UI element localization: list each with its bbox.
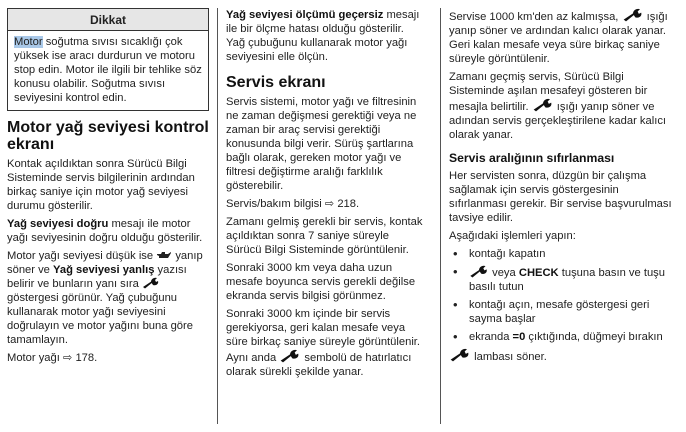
column-1 (7, 8, 209, 369)
oil-can-icon (156, 251, 172, 260)
highlighted-word[interactable]: Motor (14, 36, 43, 48)
list-item: • kontağı açın, mesafe göstergesi geri sayma başlar (449, 298, 679, 326)
list-item: • veya CHECK tuşuna basın ve tuşu basılı tutun (449, 265, 679, 294)
warning-box (7, 8, 209, 111)
list-item: • ekranda =0 çıktığında, düğmeyi bırakın (449, 330, 679, 344)
paragraph: Her servisten sonra, düzgün bir çalışma sağlamak için servis göstergesinin sıfırlanması gerekir. Bir servise başvurulması tavsiye edilir. (449, 170, 672, 224)
cross-reference[interactable]: Motor yağı ⇨ 178. (7, 352, 98, 364)
reset-heading: Servis aralığının sıfırlanması (449, 151, 615, 165)
wrench-icon (142, 277, 160, 289)
wrench-icon (532, 98, 554, 112)
paragraph: Aşağıdaki işlemleri yapın: (449, 230, 576, 242)
paragraph: Servise 1000 km'den az kalmışsa, ışığı yanıp söner ve ardından kalıcı olarak yanar. Geri kalan mesafe veya süre birkaç saniye süreyle görüntülenir. (449, 8, 679, 66)
wrench-icon (469, 265, 489, 278)
paragraph: lambası söner. (449, 348, 679, 364)
column-2 (226, 8, 424, 383)
paragraph: Zamanı gelmiş gerekli bir servis, kontak açıldıktan sonra 7 saniye süreyle Sürücü Bilgi Sisteminde görüntülenir. (226, 216, 423, 256)
paragraph: Zamanı geçmiş servis, Sürücü Bilgi Sisteminde aşılan mesafeyi gösteren bir mesajla belirtilir. ışığı yanıp söner ve adından servis gerçekleştirilene kadar kalıcı olarak yanar. (449, 71, 667, 141)
cross-reference[interactable]: Servis/bakım bilgisi ⇨ 218. (226, 198, 360, 210)
oil-level-heading: Motor yağ seviyesi kontrol ekranı (7, 119, 209, 153)
column-divider (217, 8, 218, 424)
paragraph: Sonraki 3000 km veya daha uzun mesafe boyunca servis gerekli değilse ekranda servis bilgisi görünmez. (226, 262, 416, 302)
column-divider (440, 8, 441, 424)
column-3 (449, 8, 679, 368)
paragraph: Kontak açıldıktan sonra Sürücü Bilgi Sisteminde servis bilgilerinin ardından birkaç saniye için motor yağ seviyesi durumu gösterilir. (7, 158, 195, 212)
steps-list (449, 247, 679, 344)
paragraph: Yağ seviyesi ölçümü geçersiz mesajı ile bir ölçme hatası olduğu gösterilir. Yağ çubuğunu kullanarak motor yağı seviyesini elle ölçün. (226, 9, 420, 63)
wrench-icon (279, 349, 301, 363)
list-item: • kontağı kapatın (449, 247, 679, 261)
warning-text: Motor soğutma sıvısı sıcaklığı çok yüksek ise aracı durdurun ve motoru stop edin. Motor ile ilgili bir tehlike söz konusu olabilir. Soğutma sıvısı seviyesini kontrol edin. (14, 36, 202, 104)
paragraph: Servis sistemi, motor yağı ve filtresinin ne zaman değişmesi gerektiği veya ne zaman bir araç servisi gerektiği konusunda bilgi verir. Sürüş şartlarına bağlı olarak, gereken motor yağı ve filtresi değiştirme aralığı farklılık gösterebilir. (226, 96, 417, 192)
paragraph: Motor yağı seviyesi düşük ise yanıp söner ve Yağ seviyesi yanlış yazısı belirir ve bunların yanı sıra göstergesi görünür. Yağ çubuğunu kullanarak motor yağı seviyesini doğrulayın ve motor yağını buna göre tamamlayın. (7, 250, 203, 346)
paragraph: Sonraki 3000 km içinde bir servis gerekiyorsa, geri kalan mesafe veya süre birkaç saniye süreyle görüntülenir. Aynı anda sembolü de hatırlatıcı olarak sürekli şekilde yanar. (226, 308, 421, 378)
wrench-icon (449, 348, 471, 362)
warning-title: Dikkat (8, 9, 208, 31)
paragraph: Yağ seviyesi doğru mesajı ile motor yağı seviyesinin doğru olduğu gösterilir. (7, 218, 203, 244)
wrench-icon (622, 8, 644, 22)
service-display-heading: Servis ekranı (226, 74, 326, 91)
